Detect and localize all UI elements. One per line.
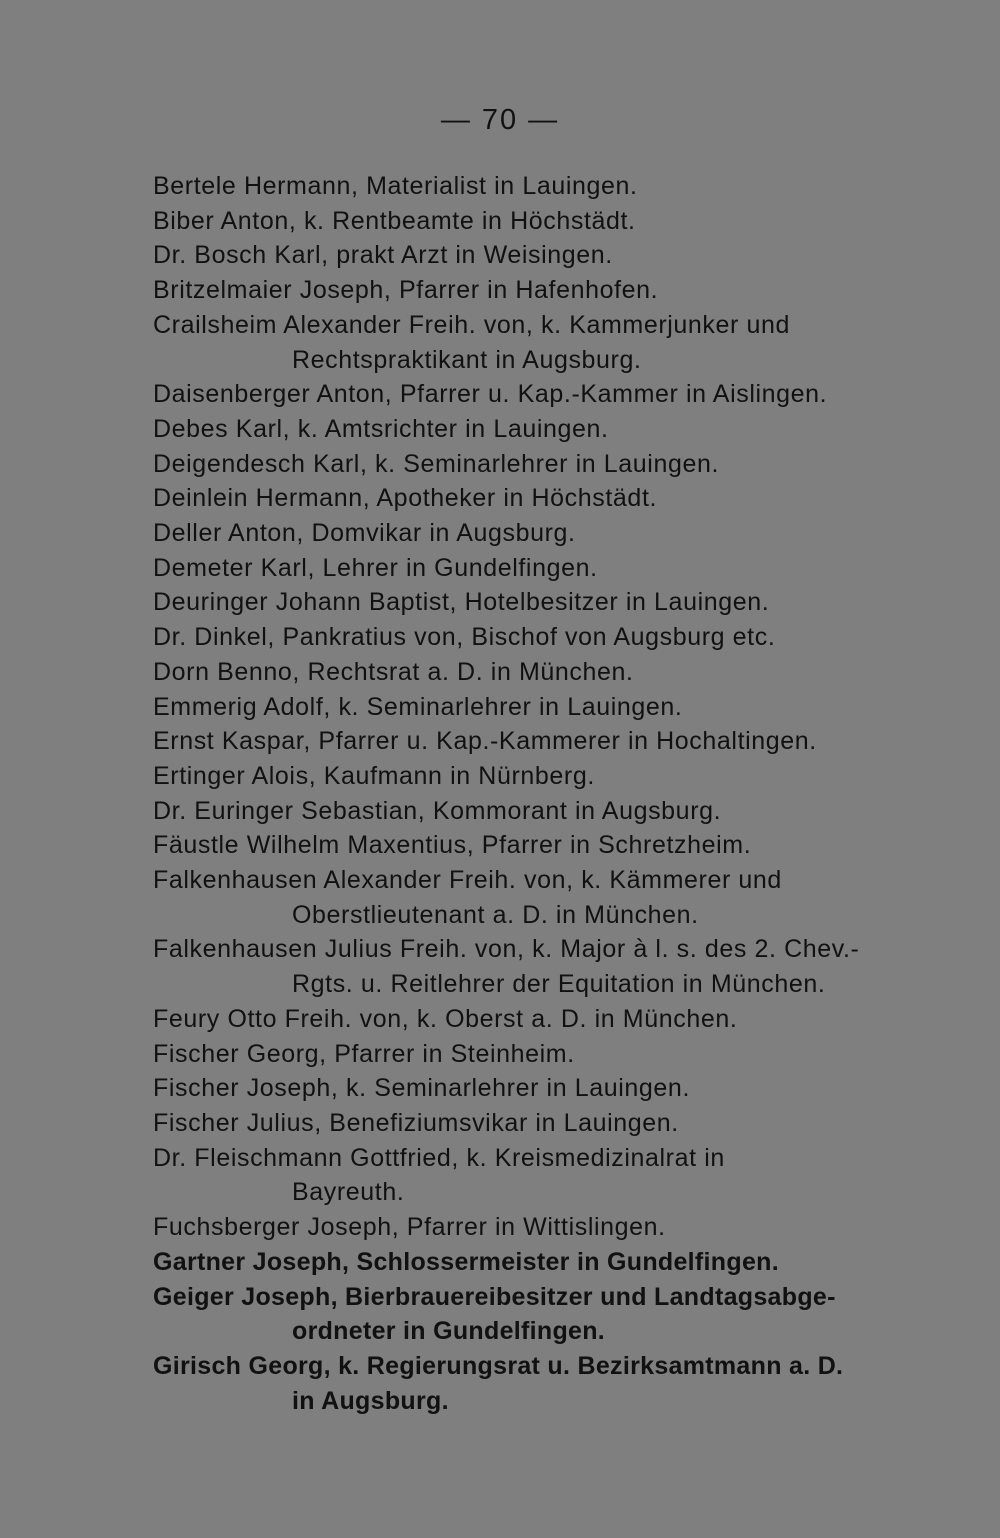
entry-text: Falkenhausen Alexander Freih. von, k. Kämmerer und [153, 866, 782, 895]
entry-text: Girisch Georg, k. Regierungsrat u. Bezirksamtmann a. D. [153, 1351, 844, 1380]
list-item [153, 447, 873, 482]
entry-text: Ernst Kaspar, Pfarrer u. Kap.-Kammerer in Hochaltingen. [153, 727, 817, 756]
list-item [153, 863, 873, 932]
list-item [153, 620, 873, 655]
list-item [153, 828, 873, 863]
entry-text: Emmerig Adolf, k. Seminarlehrer in Lauingen. [153, 692, 683, 721]
entry-text: Biber Anton, k. Rentbeamte in Höchstädt. [153, 206, 636, 235]
entry-text: Deigendesch Karl, k. Seminarlehrer in Lauingen. [153, 449, 720, 478]
list-item [153, 794, 873, 829]
entry-continuation: Rgts. u. Reitlehrer der Equitation in München. [292, 970, 826, 999]
entry-text: Fuchsberger Joseph, Pfarrer in Wittislingen. [153, 1213, 666, 1242]
list-item [153, 481, 873, 516]
list-item [153, 516, 873, 551]
entry-text: Deller Anton, Domvikar in Augsburg. [153, 519, 576, 548]
list-item [153, 169, 873, 204]
list-item [153, 759, 873, 794]
list-item [153, 1037, 873, 1072]
entry-text: Dr. Dinkel, Pankratius von, Bischof von Augsburg etc. [153, 623, 776, 652]
list-item [153, 1349, 873, 1418]
list-item [153, 551, 873, 586]
entry-text: Deuringer Johann Baptist, Hotelbesitzer in Lauingen. [153, 588, 770, 617]
list-item [153, 377, 873, 412]
list-item [153, 204, 873, 239]
entry-text: Falkenhausen Julius Freih. von, k. Major à l. s. des 2. Chev.- [153, 935, 860, 964]
list-item [153, 1280, 873, 1349]
entry-text: Daisenberger Anton, Pfarrer u. Kap.-Kammer in Aislingen. [153, 380, 828, 409]
entry-text: Fischer Georg, Pfarrer in Steinheim. [153, 1039, 575, 1068]
list-item [153, 585, 873, 620]
list-item [153, 412, 873, 447]
list-item [153, 932, 873, 1001]
entry-text: Bertele Hermann, Materialist in Lauingen. [153, 172, 638, 200]
entry-text: Fischer Joseph, k. Seminarlehrer in Lauingen. [153, 1074, 690, 1103]
entry-text: Fischer Julius, Benefiziumsvikar in Lauingen. [153, 1108, 679, 1137]
entry-text: Ertinger Alois, Kaufmann in Nürnberg. [153, 761, 595, 790]
entry-text: Feury Otto Freih. von, k. Oberst a. D. in München. [153, 1004, 738, 1033]
entry-text: Fäustle Wilhelm Maxentius, Pfarrer in Schretzheim. [153, 831, 752, 860]
list-item [153, 273, 873, 308]
entry-continuation: in Augsburg. [292, 1386, 449, 1415]
entry-text: Dr. Euringer Sebastian, Kommorant in Augsburg. [153, 796, 722, 825]
entry-continuation: ordneter in Gundelfingen. [292, 1317, 606, 1346]
entry-text: Britzelmaier Joseph, Pfarrer in Hafenhofen. [153, 276, 659, 305]
entry-text: Dorn Benno, Rechtsrat a. D. in München. [153, 657, 634, 686]
list-item [153, 690, 873, 725]
list-item [153, 724, 873, 759]
entry-text: Crailsheim Alexander Freih. von, k. Kammerjunker und [153, 310, 791, 339]
list-item [153, 1071, 873, 1106]
entry-continuation: Rechtspraktikant in Augsburg. [292, 345, 642, 374]
list-item [153, 308, 873, 377]
entry-text: Dr. Bosch Karl, prakt Arzt in Weisingen. [153, 241, 613, 270]
entry-text: Dr. Fleischmann Gottfried, k. Kreismedizinalrat in [153, 1143, 725, 1172]
list-item [153, 1210, 873, 1245]
member-list [153, 169, 873, 1418]
list-item [153, 1106, 873, 1141]
list-item [153, 1002, 873, 1037]
page-number: — 70 — [440, 104, 560, 136]
list-item [153, 1245, 873, 1280]
entry-text: Debes Karl, k. Amtsrichter in Lauingen. [153, 414, 609, 443]
list-item [153, 238, 873, 273]
entry-text: Geiger Joseph, Bierbrauereibesitzer und Landtagsabge- [153, 1282, 836, 1311]
entry-text: Gartner Joseph, Schlossermeister in Gundelfingen. [153, 1247, 779, 1276]
entry-text: Deinlein Hermann, Apotheker in Höchstädt. [153, 484, 658, 513]
entry-continuation: Bayreuth. [292, 1178, 405, 1207]
list-item [153, 655, 873, 690]
entry-continuation: Oberstlieutenant a. D. in München. [292, 900, 699, 929]
entry-text: Demeter Karl, Lehrer in Gundelfingen. [153, 553, 598, 582]
list-item [153, 1141, 873, 1210]
